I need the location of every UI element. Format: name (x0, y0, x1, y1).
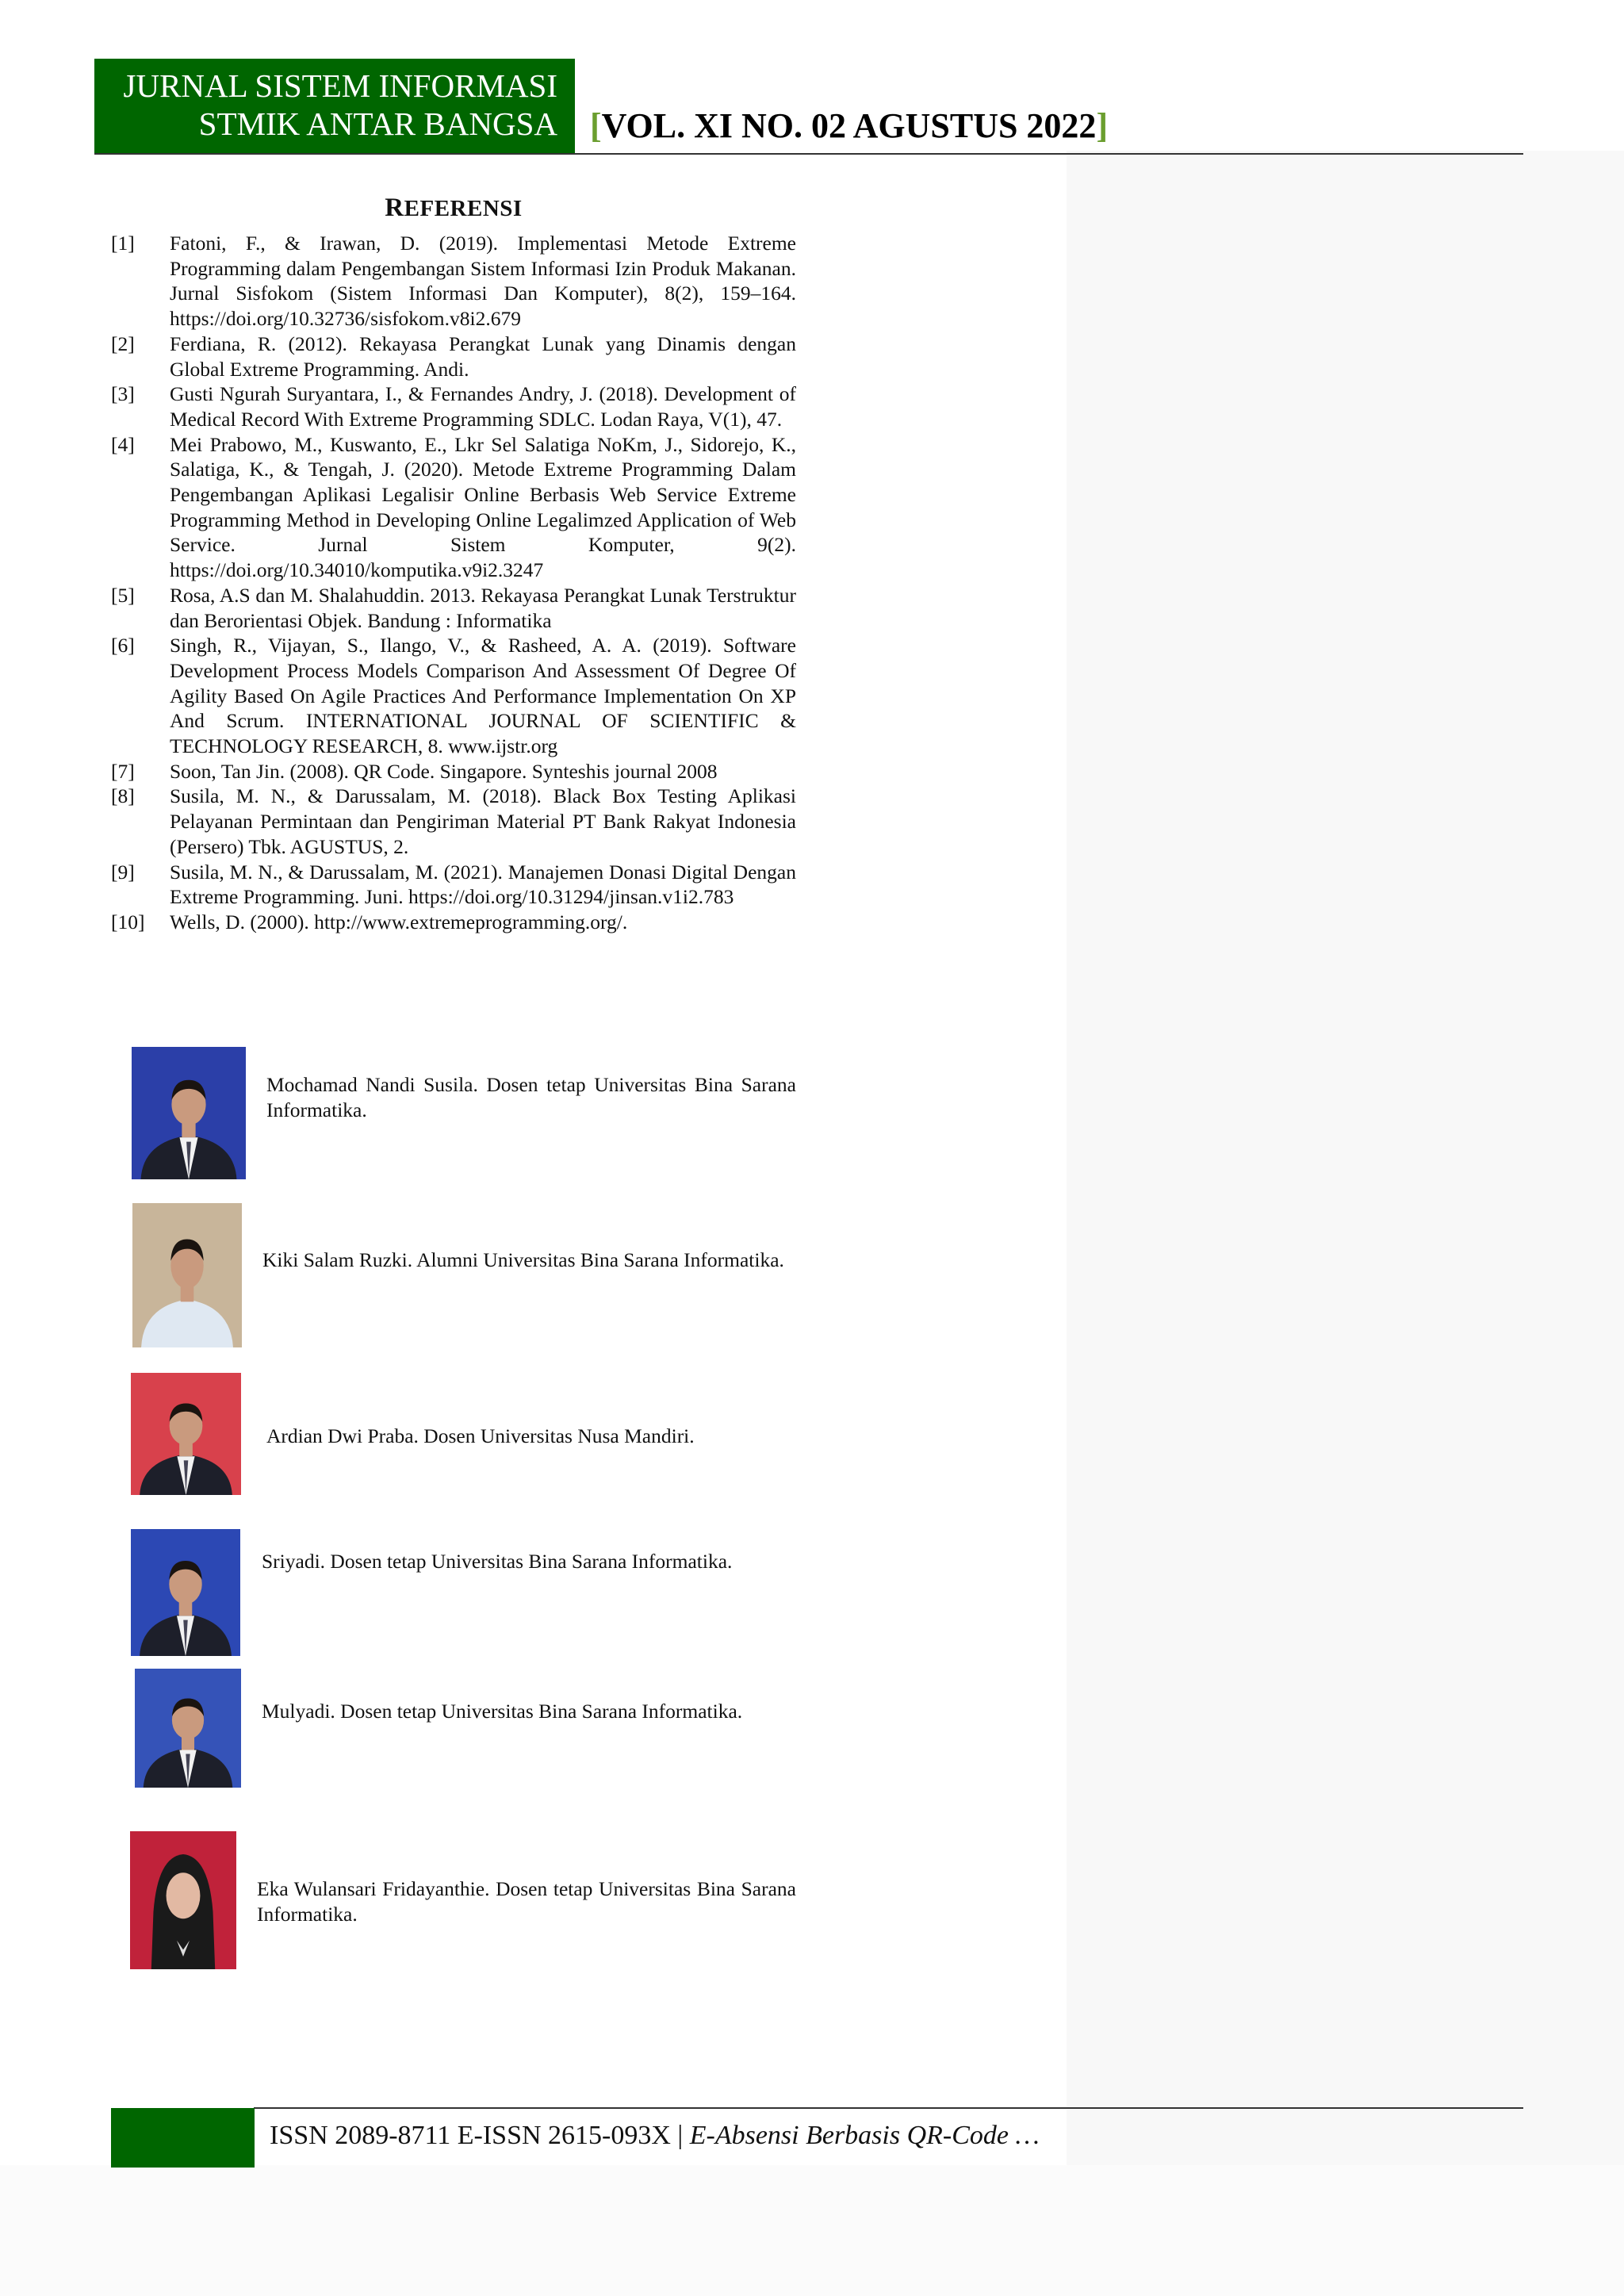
reference-item (111, 432, 796, 583)
portrait-image (132, 1203, 242, 1347)
bracket-close: ] (1096, 106, 1109, 145)
reference-number: [8] (111, 784, 135, 808)
reference-text: Susila, M. N., & Darussalam, M. (2018). Black Box Testing Aplikasi Pelayanan Permintaan dan Pengiriman Material PT Bank Rakyat Indonesia (Persero) Tbk. AGUSTUS, 2. (170, 784, 796, 858)
reference-list (111, 231, 796, 935)
reference-number: [7] (111, 759, 135, 783)
references-heading-rest: EFERENSI (404, 196, 523, 221)
journal-name-box (94, 59, 575, 154)
author-photo (131, 1373, 241, 1495)
reference-item (111, 784, 796, 859)
reference-text: Gusti Ngurah Suryantara, I., & Fernandes Andry, J. (2018). Development of Medical Record With Extreme Programming SDLC. Lodan Raya, V(1), 47. (170, 382, 796, 431)
author-bio: Kiki Salam Ruzki. Alumni Universitas Bina Sarana Informatika. (262, 1248, 784, 1271)
reference-item (111, 332, 796, 381)
header-rule (94, 153, 1523, 155)
reference-text: Susila, M. N., & Darussalam, M. (2021). Manajemen Donasi Digital Dengan Extreme Programming. Juni. https://doi.org/10.31294/jinsan.v1i2.783 (170, 860, 796, 909)
reference-item (111, 759, 796, 784)
reference-item (111, 231, 796, 332)
reference-number: [9] (111, 860, 135, 884)
reference-text: Mei Prabowo, M., Kuswanto, E., Lkr Sel Salatiga NoKm, J., Sidorejo, K., Salatiga, K., & Tengah, J. (2020). Metode Extreme Programming Dalam Pengembangan Aplikasi Legalisir Online Berbasis Web Service Extreme Programming Method in Developing Online Legalimzed Application of Web Service. Jurnal Sistem Komputer, 9(2). https://doi.org/10.34010/komputika.v9i2.3247 (170, 432, 796, 582)
reference-text: Wells, D. (2000). http://www.extremeprogramming.org/. (170, 910, 628, 933)
references-heading-initial: R (385, 194, 404, 222)
reference-item (111, 583, 796, 633)
reference-number: [2] (111, 332, 135, 355)
author-photo (132, 1047, 246, 1179)
author-photo (135, 1669, 241, 1788)
reference-number: [5] (111, 583, 135, 607)
reference-item (111, 860, 796, 910)
reference-item (111, 633, 796, 759)
reference-text: Soon, Tan Jin. (2008). QR Code. Singapore. Synteshis journal 2008 (170, 759, 718, 783)
author-bio: Sriyadi. Dosen tetap Universitas Bina Sarana Informatika. (262, 1550, 733, 1573)
page-shade-bottom (0, 2165, 1624, 2296)
references-heading (111, 194, 796, 223)
footer-issn: ISSN 2089-8711 E-ISSN 2615-093X | (270, 2121, 690, 2150)
volume-text: VOL. XI NO. 02 AGUSTUS 2022 (601, 106, 1097, 145)
portrait-image (130, 1831, 236, 1969)
reference-number: [10] (111, 910, 145, 933)
bracket-open: [ (590, 106, 602, 145)
footer-green-box (111, 2108, 255, 2168)
author-bio: Mulyadi. Dosen tetap Universitas Bina Sarana Informatika. (262, 1700, 743, 1723)
reference-item (111, 381, 796, 431)
portrait-image (135, 1669, 241, 1788)
portrait-image (132, 1047, 246, 1179)
author-photo (132, 1203, 242, 1347)
volume-label (590, 104, 1108, 148)
portrait-image (131, 1529, 240, 1656)
author-bio: Ardian Dwi Praba. Dosen Universitas Nusa Mandiri. (266, 1424, 695, 1447)
reference-number: [3] (111, 382, 135, 406)
reference-text: Fatoni, F., & Irawan, D. (2019). Implementasi Metode Extreme Programming dalam Pengembangan Sistem Informasi Izin Produk Makanan. Jurnal Sisfokom (Sistem Informasi Dan Komputer), 8(2), 159–164. https://doi.org/10.32736/sisfokom.v8i2.679 (170, 232, 796, 331)
footer-line (270, 2118, 1040, 2153)
reference-number: [6] (111, 634, 135, 657)
portrait-image (131, 1373, 241, 1495)
reference-text: Ferdiana, R. (2012). Rekayasa Perangkat Lunak yang Dinamis dengan Global Extreme Programming. Andi. (170, 332, 796, 381)
reference-text: Rosa, A.S dan M. Shalahuddin. 2013. Rekayasa Perangkat Lunak Terstruktur dan Berorientasi Objek. Bandung : Informatika (170, 583, 796, 632)
reference-number: [1] (111, 232, 135, 255)
journal-name-line1: JURNAL SISTEM INFORMASI (123, 67, 557, 104)
reference-number: [4] (111, 432, 135, 456)
author-photo (130, 1831, 236, 1969)
footer-rule (254, 2107, 1523, 2109)
reference-text: Singh, R., Vijayan, S., Ilango, V., & Rasheed, A. A. (2019). Software Development Process Models Comparison And Assessment Of Degree Of Agility Based On Agile Practices And Performance Implementation On XP And Scrum. INTERNATIONAL JOURNAL OF SCIENTIFIC & TECHNOLOGY RESEARCH, 8. www.ijstr.org (170, 634, 796, 758)
author-bio: Eka Wulansari Fridayanthie. Dosen tetap Universitas Bina Sarana Informatika. (257, 1877, 796, 1926)
author-photo (131, 1529, 240, 1656)
journal-name-line2: STMIK ANTAR BANGSA (198, 105, 557, 142)
page-shade-right (1067, 151, 1624, 2296)
reference-item (111, 910, 796, 935)
author-bio: Mochamad Nandi Susila. Dosen tetap Universitas Bina Sarana Informatika. (266, 1073, 796, 1121)
footer-article-title: E-Absensi Berbasis QR-Code … (689, 2121, 1040, 2150)
